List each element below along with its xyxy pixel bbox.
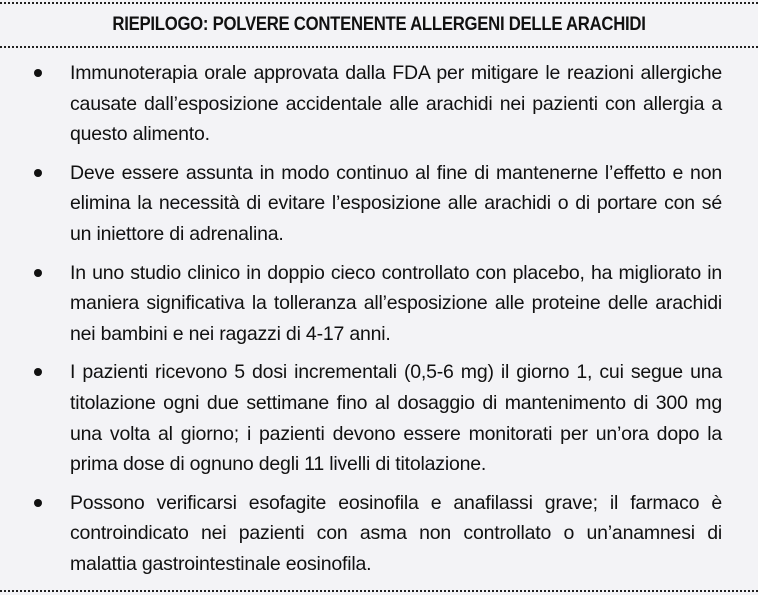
bottom-dotted-rule: [0, 590, 758, 592]
bullet-dot-icon: [34, 69, 42, 77]
bullet-dot-icon: [34, 368, 42, 376]
bullet-item: [0, 58, 758, 150]
bullet-item: [0, 357, 758, 479]
bullet-item: [0, 488, 758, 580]
bullet-dot-icon: [34, 169, 42, 177]
bullet-text: I pazienti ricevono 5 dosi incrementali (0,5-6 mg) il giorno 1, cui segue una titolazione ogni due settimane fino al dosaggio di mantenimento di 300 mg una volta al giorno; i pazienti devono essere monitorati per un’ora dopo la prima dose di ognuno degli 11 livelli di titolazione.: [70, 361, 722, 476]
bullet-item: [0, 258, 758, 350]
box-title: RIEPILOGO: POLVERE CONTENENTE ALLERGENI DELLE ARACHIDI: [112, 14, 646, 35]
bullet-dot-icon: [34, 499, 42, 507]
title-divider-dotted-rule: [0, 46, 758, 48]
bullet-text: In uno studio clinico in doppio cieco controllato con placebo, ha migliorato in maniera significativa la tolleranza all’esposizione alle proteine delle arachidi nei bambini e nei ragazzi di 4-17 anni.: [70, 261, 722, 345]
bullet-item: [0, 158, 758, 250]
top-dotted-rule: [0, 2, 758, 4]
bullet-text: Deve essere assunta in modo continuo al fine di mantenerne l’effetto e non elimina la necessità di evitare l’esposizione alle arachidi o di portare con sé un iniettore di adrenalina.: [70, 161, 722, 245]
bullet-text: Possono verificarsi esofagite eosinofila e anafilassi grave; il farmaco è controindicato nei pazienti con asma non controllato o un’anamnesi di malattia gastrointestinale eosinofila.: [70, 491, 722, 575]
summary-bullet-list: [0, 58, 758, 588]
bullet-text: Immunoterapia orale approvata dalla FDA per mitigare le reazioni allergiche causate dall’esposizione accidentale alle arachidi nei pazienti con allergia a questo alimento.: [70, 62, 722, 146]
bullet-dot-icon: [34, 269, 42, 277]
